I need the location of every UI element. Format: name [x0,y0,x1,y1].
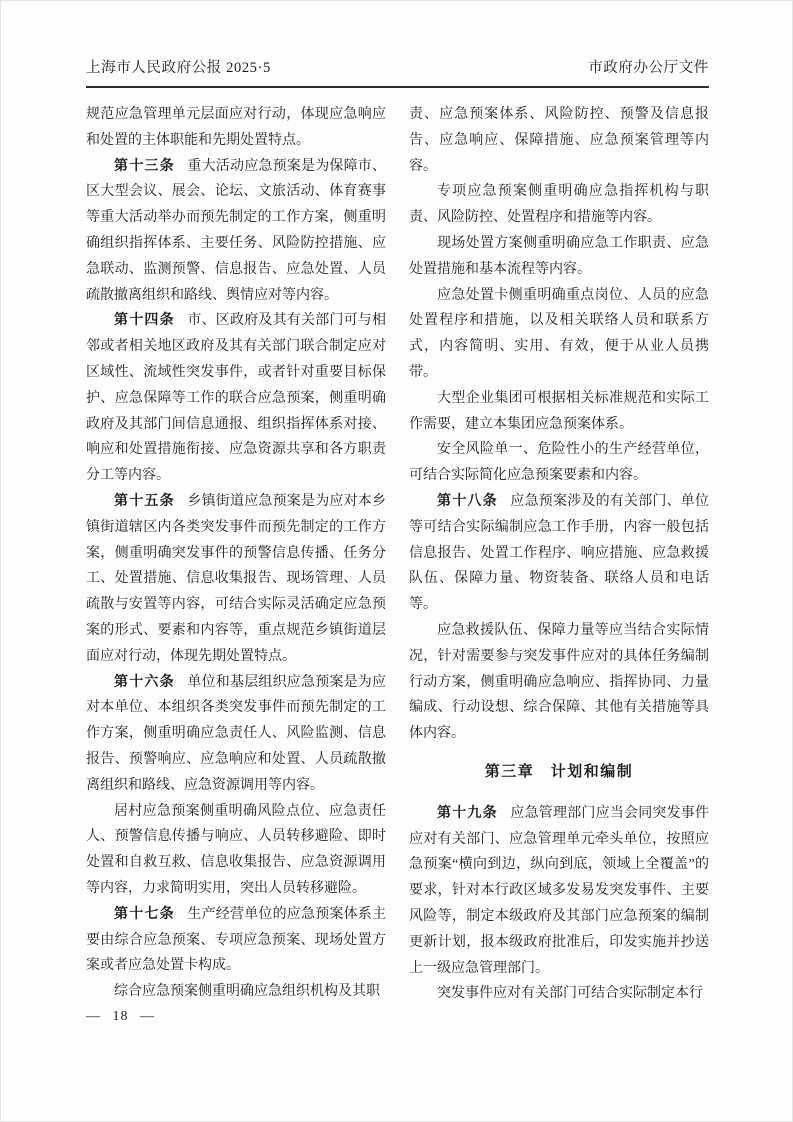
paragraph: 突发事件应对有关部门可结合实际制定本行 [437,986,703,1002]
right-column [409,102,709,1007]
chapter-heading: 第三章 计划和编制 [484,763,634,780]
paragraph: 居村应急预案侧重明确风险点位、应急责任人、预警信息传播与响应、人员转移避险、即时处置和自救互救、信息收集报告、应急资源调用等内容，力求简明实用，突出人员转移避险。 [86,803,386,896]
paragraph: 大型企业集团可根据相关标准规范和实际工作需要，建立本集团应急预案体系。 [409,390,709,432]
page-header [86,56,709,88]
article-paragraph: 第十三条 重大活动应急预案是为保障市、区大型会议、展会、论坛、文旅活动、体育赛事等重大活动举办而预先制定的工作方案，侧重明确组织指挥体系、主要任务、风险防控措施、应急联动、监测预警、信息报告、应急处置、人员疏散撤离组织和路线、舆情应对等内容。 [86,158,387,303]
paragraph: 应急处置卡侧重明确重点岗位、人员的应急处置程序和措施，以及相关联络人员和联系方式，内容简明、实用、有效，便于从业人员携带。 [409,287,709,380]
doc-type-label: 市政府办公厅文件 [588,60,709,76]
two-column-body [86,102,709,1007]
paragraph: 现场处置方案侧重明确应急工作职责、应急处置措施和基本流程等内容。 [409,235,709,277]
page-number: — 18 — [86,1009,155,1025]
paragraph: 责、应急预案体系、风险防控、预警及信息报告、应急响应、保障措施、应急预案管理等内容。 [409,107,709,174]
paragraph: 安全风险单一、危险性小的生产经营单位，可结合实际简化应急预案要素和内容。 [409,442,709,484]
paragraph: 专项应急预案侧重明确应急指挥机构与职责、风险防控、处置程序和措施等内容。 [409,184,709,226]
gazette-title: 上海市人民政府公报 2025·5 [86,60,271,76]
article-number: 第十三条 [114,158,175,174]
article-number: 第十九条 [437,805,498,821]
article-number: 第十七条 [114,906,175,922]
article-number: 第十四条 [114,313,175,329]
article-paragraph: 第十六条 单位和基层组织应急预案是为应对本单位、本组织各类突发事件而预先制定的工作方案，侧重明确应急责任人、风险监测、信息报告、预警响应、应急响应和处置、人员疏散撤离组织和路线、应急资源调用等内容。 [86,674,387,793]
article-paragraph: 第十九条 应急管理部门应当会同突发事件应对有关部门、应急管理单元牵头单位，按照应急预案“横向到边，纵向到底，领域上全覆盖”的要求，针对本行政区域多发易发突发事件、主要风险等，制定本级政府及其部门应急预案的编制更新计划，报本级政府批准后，印发实施并抄送上一级应急管理部门。 [409,805,710,976]
paragraph: 应急救援队伍、保障力量等应当结合实际情况，针对需要参与突发事件应对的具体任务编制行动方案，侧重明确应急响应、指挥协同、力量编成、行动设想、综合保障、其他有关措施等具体内容。 [409,622,709,742]
article-number: 第十六条 [114,674,175,690]
article-number: 第十八条 [437,493,498,509]
article-paragraph: 第十八条 应急预案涉及的有关部门、单位等可结合实际编制应急工作手册，内容一般包括信息报告、处置工作程序、响应措施、应急救援队伍、保障力量、物资装备、联络人员和电话等。 [409,493,710,613]
article-number: 第十五条 [114,493,175,509]
article-paragraph: 第十七条 生产经营单位的应急预案体系主要由综合应急预案、专项应急预案、现场处置方案或者应急处置卡构成。 [86,906,387,974]
page-footer [86,1009,709,1025]
article-paragraph: 第十五条 乡镇街道应急预案是为应对本乡镇街道辖区内各类突发事件而预先制定的工作方案，侧重明确突发事件的预警信息传播、任务分工、处置措施、信息收集报告、现场管理、人员疏散与安置等内容，可结合实际灵活确定应急预案的形式、要素和内容等，重点规范乡镇街道层面应对行动，体现先期处置特点。 [86,493,387,664]
left-column [86,102,386,1007]
paragraph: 综合应急预案侧重明确应急组织机构及其职 [114,984,380,1000]
paragraph: 规范应急管理单元层面应对行动，体现应急响应和处置的主体职能和先期处置特点。 [86,107,386,148]
article-paragraph: 第十四条 市、区政府及其有关部门可与相邻或者相关地区政府及其有关部门联合制定应对区域性、流域性突发事件，或者针对重要目标保护、应急保障等工作的联合应急预案，侧重明确政府及其部门间信息通报、组织指挥体系对接、响应和处置措施衔接、应急资源共享和各方职责分工等内容。 [86,313,387,484]
